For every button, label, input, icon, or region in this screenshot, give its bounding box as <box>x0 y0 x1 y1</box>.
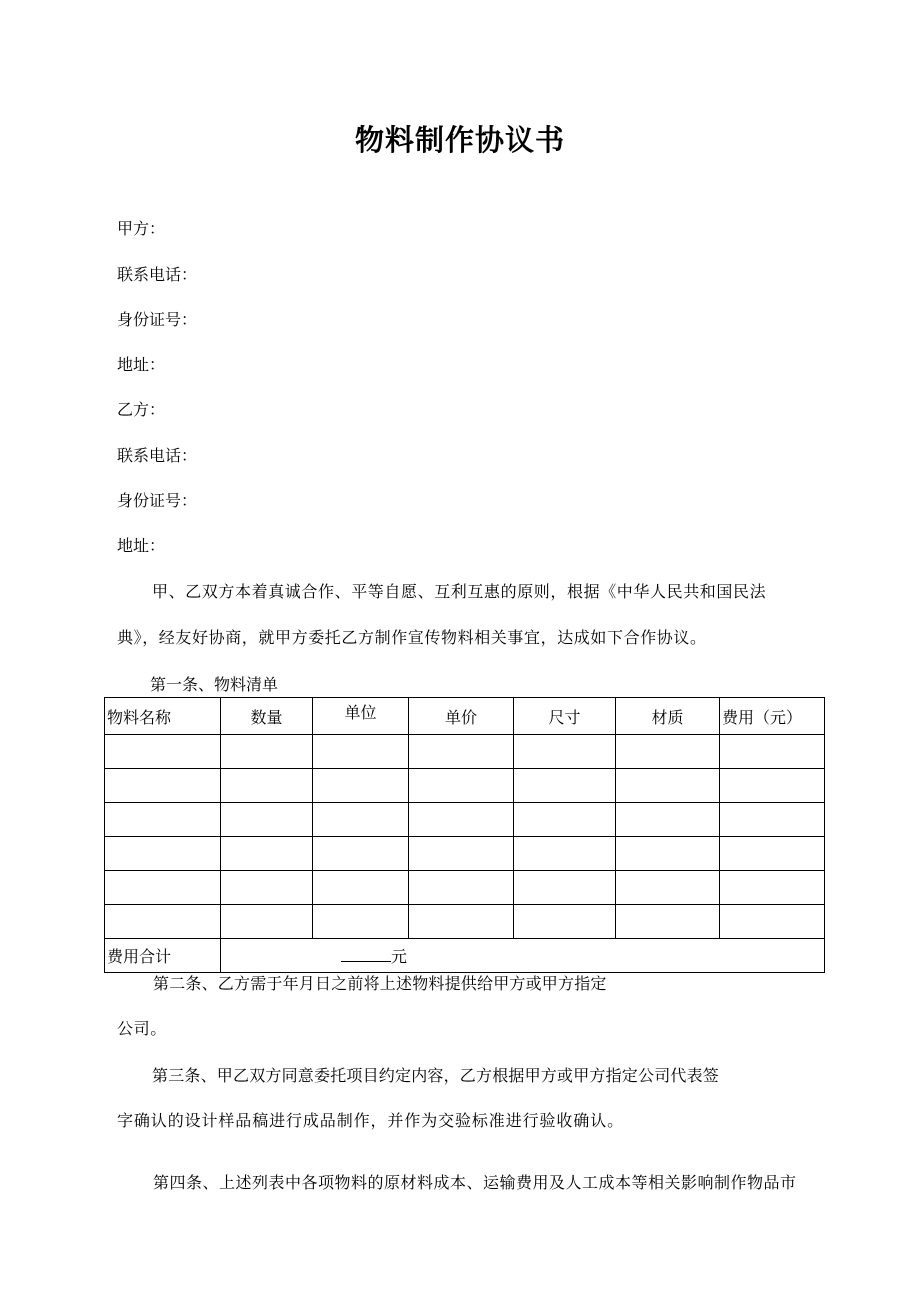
table-cell <box>221 803 313 837</box>
table-cell <box>616 803 720 837</box>
table-cell <box>514 803 616 837</box>
table-cell <box>514 769 616 803</box>
table-cell <box>105 905 221 939</box>
intro-line-2: 典》，经友好协商，就甲方委托乙方制作宣传物料相关事宜，达成如下合作协议。 <box>117 628 707 647</box>
col-header-material-name: 物料名称 <box>105 698 221 735</box>
table-cell <box>720 905 825 939</box>
table-row <box>105 769 825 803</box>
party-a-address-label: 地址： <box>117 355 166 374</box>
table-cell <box>514 735 616 769</box>
table-cell <box>409 871 514 905</box>
col-header-material: 材质 <box>616 698 720 735</box>
article-3-line-1: 第三条、甲乙双方同意委托项目约定内容，乙方根据甲方或甲方指定公司代表签 <box>152 1066 720 1085</box>
table-cell <box>616 905 720 939</box>
table-total-row <box>105 939 825 973</box>
party-a-phone-label: 联系电话： <box>117 265 198 284</box>
table-cell <box>616 837 720 871</box>
document-title: 物料制作协议书 <box>354 123 565 157</box>
table-row <box>105 735 825 769</box>
table-cell <box>514 871 616 905</box>
table-cell <box>616 769 720 803</box>
table-cell <box>720 803 825 837</box>
table-cell <box>720 735 825 769</box>
table-cell <box>221 769 313 803</box>
table-cell <box>221 735 313 769</box>
table-cell <box>313 769 409 803</box>
table-cell <box>409 769 514 803</box>
table-cell <box>616 735 720 769</box>
table-cell <box>313 837 409 871</box>
col-header-unit-price: 单价 <box>409 698 514 735</box>
table-cell <box>720 871 825 905</box>
table-row <box>105 905 825 939</box>
table-cell <box>105 837 221 871</box>
table-cell <box>313 735 409 769</box>
table-cell <box>616 871 720 905</box>
table-cell <box>720 837 825 871</box>
table-cell <box>221 905 313 939</box>
party-b-phone-label: 联系电话： <box>117 446 198 465</box>
table-cell <box>409 735 514 769</box>
article-1-heading: 第一条、物料清单 <box>150 675 279 694</box>
table-cell <box>313 871 409 905</box>
table-row <box>105 871 825 905</box>
materials-table <box>104 697 825 973</box>
col-header-quantity: 数量 <box>221 698 313 735</box>
article-4-line-1: 第四条、上述列表中各项物料的原材料成本、运输费用及人工成本等相关影响制作物品市 <box>153 1173 797 1192</box>
table-cell <box>514 905 616 939</box>
table-cell <box>221 871 313 905</box>
table-cell <box>105 769 221 803</box>
article-2-line-2: 公司。 <box>117 1019 167 1038</box>
total-amount-blank <box>341 945 391 962</box>
table-cell <box>409 803 514 837</box>
intro-line-1: 甲、乙双方本着真诚合作、平等自愿、互利互惠的原则，根据《中华人民共和国民法 <box>152 582 767 601</box>
table-row <box>105 837 825 871</box>
party-b-address-label: 地址： <box>117 536 166 555</box>
table-cell <box>313 803 409 837</box>
table-cell <box>720 769 825 803</box>
total-unit: 元 <box>391 947 408 966</box>
table-cell <box>221 837 313 871</box>
total-label: 费用合计 <box>105 939 221 973</box>
table-row <box>105 803 825 837</box>
party-a-id-label: 身份证号： <box>117 310 198 329</box>
article-3-line-2: 字确认的设计样品稿进行成品制作，并作为交验标准进行验收确认。 <box>117 1111 625 1130</box>
col-header-unit: 单位 <box>313 698 409 735</box>
party-b-id-label: 身份证号： <box>117 491 198 510</box>
total-value <box>221 939 825 973</box>
table-cell <box>105 803 221 837</box>
article-2-line-1: 第二条、乙方需于年月日之前将上述物料提供给甲方或甲方指定 <box>153 974 607 993</box>
table-cell <box>105 735 221 769</box>
table-cell <box>313 905 409 939</box>
table-cell <box>409 837 514 871</box>
party-a-name-label: 甲方： <box>117 219 166 238</box>
col-header-fee: 费用（元） <box>720 698 825 735</box>
table-cell <box>105 871 221 905</box>
table-cell <box>409 905 514 939</box>
table-cell <box>514 837 616 871</box>
col-header-size: 尺寸 <box>514 698 616 735</box>
table-header-row <box>105 698 825 735</box>
party-b-name-label: 乙方： <box>117 400 166 419</box>
